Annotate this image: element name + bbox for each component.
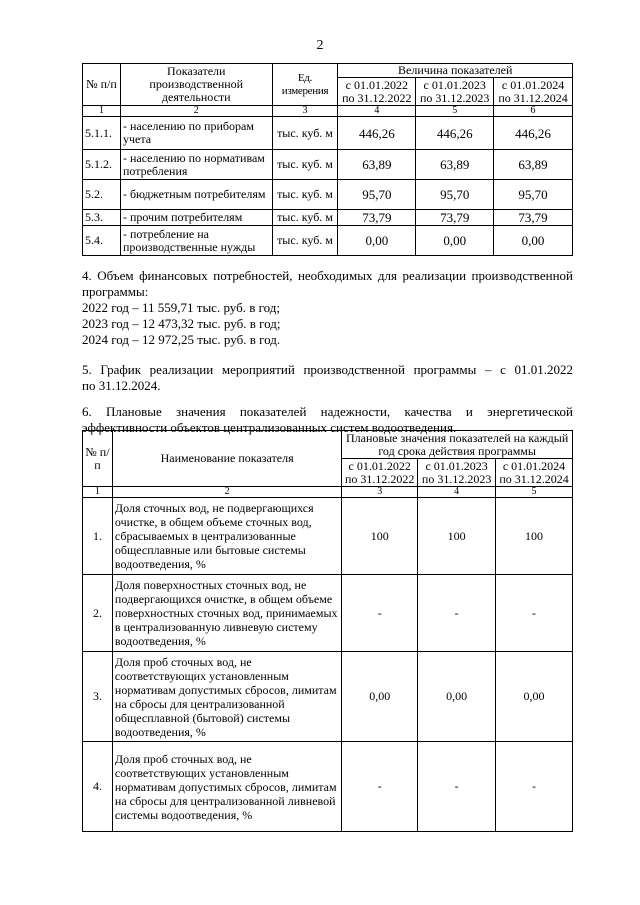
row-value-2023: 446,26 xyxy=(416,117,494,150)
section-4-line: 4. Объем финансовых потребностей, необходимых для реализации производственной xyxy=(82,268,573,283)
t1-header-period-1: с 01.01.2022 по 31.12.2022 xyxy=(338,78,416,106)
t2-header-period-3: с 01.01.2024 по 31.12.2024 xyxy=(496,459,573,487)
row-num: 3. xyxy=(83,652,113,742)
section-4-financial-needs xyxy=(82,268,573,348)
row-value-2023: - xyxy=(418,575,496,652)
t1-colnum: 1 xyxy=(83,106,121,117)
row-unit: тыс. куб. м xyxy=(272,117,338,150)
section-4-line: программы: xyxy=(82,284,149,299)
row-value-2022: - xyxy=(342,575,418,652)
t2-colnum: 1 xyxy=(83,487,113,498)
row-value-2023: 73,79 xyxy=(416,210,494,226)
row-value-2022: 63,89 xyxy=(338,150,416,180)
t2-header-values-group: Плановые значения показателей на каждый год срока действия программы xyxy=(342,431,573,459)
table-row xyxy=(83,498,573,575)
row-unit: тыс. куб. м xyxy=(272,210,338,226)
t1-colnum: 4 xyxy=(338,106,416,117)
table-row xyxy=(83,226,573,256)
row-value-2024: 446,26 xyxy=(494,117,573,150)
row-num: 5.2. xyxy=(83,180,121,210)
t1-colnum: 3 xyxy=(272,106,338,117)
row-num: 5.1.1. xyxy=(83,117,121,150)
row-name: - населению по приборам учета xyxy=(120,117,272,150)
row-value-2024: - xyxy=(496,742,573,832)
section-4-year: 2024 год – 12 972,25 тыс. руб. в год. xyxy=(82,332,281,347)
table-row xyxy=(83,742,573,832)
t1-header-period-3: с 01.01.2024 по 31.12.2024 xyxy=(494,78,573,106)
t2-header-period-1: с 01.01.2022 по 31.12.2022 xyxy=(342,459,418,487)
production-indicators-table xyxy=(82,63,573,256)
row-value-2024: 0,00 xyxy=(496,652,573,742)
t2-header-name: Наименование показателя xyxy=(112,431,341,487)
section-6-line: 6. Плановые значения показателей надежности, качества и энергетической xyxy=(82,404,573,419)
row-value-2024: 0,00 xyxy=(494,226,573,256)
row-unit: тыс. куб. м xyxy=(272,150,338,180)
row-name: - населению по нормативам потребления xyxy=(120,150,272,180)
row-value-2022: 95,70 xyxy=(338,180,416,210)
t1-header-period-2: с 01.01.2023 по 31.12.2023 xyxy=(416,78,494,106)
table-row xyxy=(83,180,573,210)
section-4-year: 2022 год – 11 559,71 тыс. руб. в год; xyxy=(82,300,280,315)
row-name: - потребление на производственные нужды xyxy=(120,226,272,256)
t1-colnum: 6 xyxy=(494,106,573,117)
row-unit: тыс. куб. м xyxy=(272,226,338,256)
row-value-2023: 63,89 xyxy=(416,150,494,180)
section-5-schedule xyxy=(82,362,573,394)
row-value-2022: 0,00 xyxy=(342,652,418,742)
row-value-2022: 446,26 xyxy=(338,117,416,150)
row-value-2023: 0,00 xyxy=(418,652,496,742)
section-5-line: по 31.12.2024. xyxy=(82,378,161,393)
row-unit: тыс. куб. м xyxy=(272,180,338,210)
row-num: 5.3. xyxy=(83,210,121,226)
row-value-2022: 0,00 xyxy=(338,226,416,256)
t2-colnum: 4 xyxy=(418,487,496,498)
row-value-2024: - xyxy=(496,575,573,652)
row-value-2024: 63,89 xyxy=(494,150,573,180)
table-row xyxy=(83,117,573,150)
table-row xyxy=(83,575,573,652)
row-name: Доля проб сточных вод, не соответствующих установленным нормативам допустимых сбросов, лимитам на сбросы для централизованной ливневой системы водоотведения, % xyxy=(112,742,341,832)
row-value-2023: 0,00 xyxy=(416,226,494,256)
t1-header-indicators: Показатели производственной деятельности xyxy=(120,64,272,106)
row-value-2023: - xyxy=(418,742,496,832)
row-num: 5.4. xyxy=(83,226,121,256)
row-value-2023: 95,70 xyxy=(416,180,494,210)
section-5-line: 5. График реализации мероприятий производственной программы – с 01.01.2022 xyxy=(82,362,573,377)
section-4-year: 2023 год – 12 473,32 тыс. руб. в год; xyxy=(82,316,281,331)
row-value-2022: 73,79 xyxy=(338,210,416,226)
t1-header-unit: Ед. измерения xyxy=(272,64,338,106)
table-row xyxy=(83,652,573,742)
row-name: Доля проб сточных вод, не соответствующих установленным нормативам допустимых сбросов, лимитам на сбросы для централизованной общесплавной (бытовой) системы водоотведения, % xyxy=(112,652,341,742)
t2-column-numbers xyxy=(83,487,573,498)
t2-colnum: 3 xyxy=(342,487,418,498)
t2-header-num: № п/п xyxy=(83,431,113,487)
row-num: 1. xyxy=(83,498,113,575)
t1-column-numbers xyxy=(83,106,573,117)
t1-header-values-group: Величина показателей xyxy=(338,64,573,78)
row-value-2024: 95,70 xyxy=(494,180,573,210)
row-name: Доля поверхностных сточных вод, не подвергающихся очистке, в общем объеме поверхностных сточных вод, принимаемых в централизованную ливневую систему водоотведения, % xyxy=(112,575,341,652)
t2-header-period-2: с 01.01.2023 по 31.12.2023 xyxy=(418,459,496,487)
section-6-line: эффективности объектов централизованных систем водоотведения. xyxy=(82,420,457,435)
row-value-2023: 100 xyxy=(418,498,496,575)
reliability-indicators-table xyxy=(82,430,573,832)
row-value-2022: 100 xyxy=(342,498,418,575)
t1-header-num: № п/п xyxy=(83,64,121,106)
row-name: Доля сточных вод, не подвергающихся очистке, в общем объеме сточных вод, сбрасываемых в централизованные общесплавные или бытовые системы водоотведения, % xyxy=(112,498,341,575)
table-row xyxy=(83,150,573,180)
row-value-2024: 73,79 xyxy=(494,210,573,226)
page-number: 2 xyxy=(316,38,324,53)
t2-colnum: 2 xyxy=(112,487,341,498)
row-num: 4. xyxy=(83,742,113,832)
t1-colnum: 2 xyxy=(120,106,272,117)
row-value-2022: - xyxy=(342,742,418,832)
row-name: - бюджетным потребителям xyxy=(120,180,272,210)
row-num: 5.1.2. xyxy=(83,150,121,180)
t2-colnum: 5 xyxy=(496,487,573,498)
row-name: - прочим потребителям xyxy=(120,210,272,226)
row-num: 2. xyxy=(83,575,113,652)
table-row xyxy=(83,210,573,226)
row-value-2024: 100 xyxy=(496,498,573,575)
t1-colnum: 5 xyxy=(416,106,494,117)
